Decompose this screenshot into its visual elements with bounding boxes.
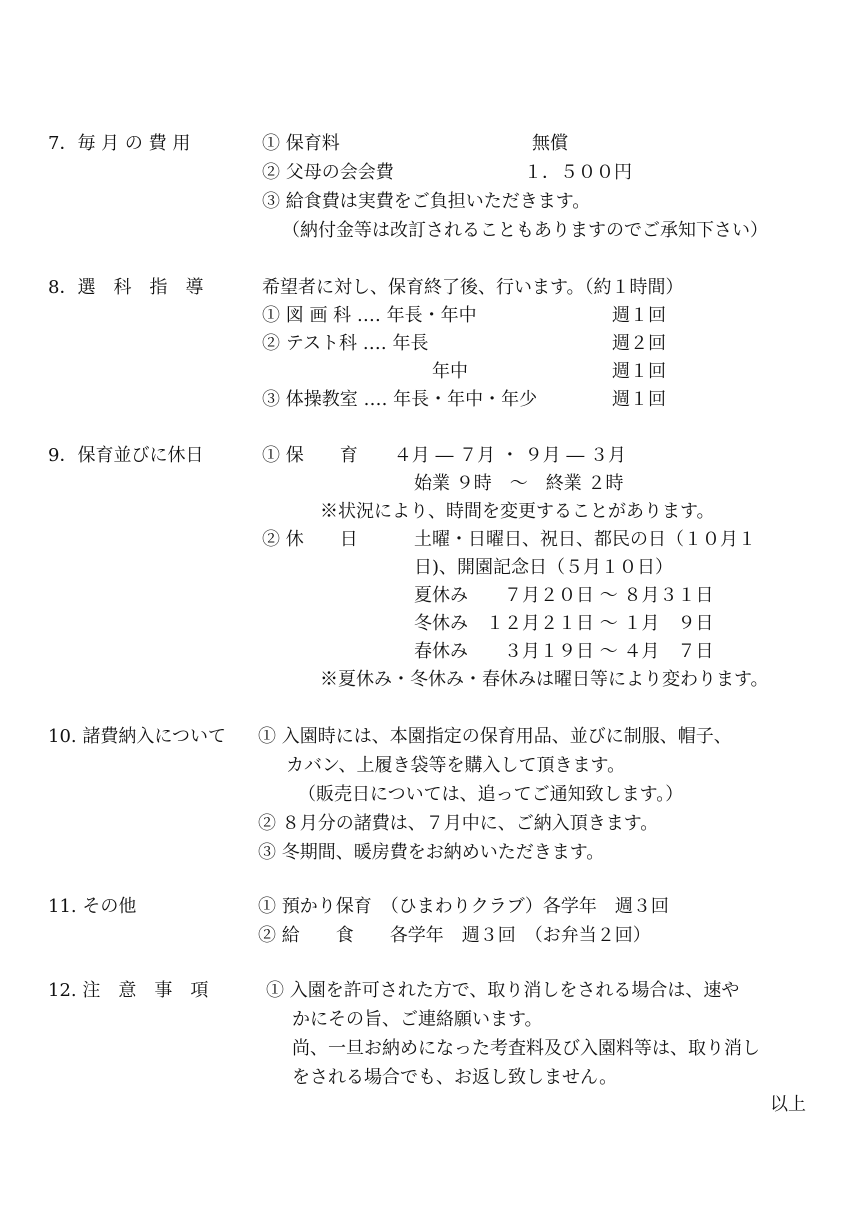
payment-item-3: ③ 冬期間、暖房費をお納めいただきます。 [258, 842, 605, 863]
elective-drawing-freq: 週１回 [612, 305, 666, 326]
notice-line4: をされる場合でも、お返し致しません。 [292, 1067, 618, 1088]
elective-gym: ③ 体操教室 ‥‥ 年長・年中・年少 [262, 389, 538, 410]
payment-item-1-line1: ① 入園時には、本園指定の保育用品、並びに制服、帽子、 [258, 726, 732, 747]
summer-break: 夏休み ７月２０日 ～ ８月３１日 [414, 585, 714, 606]
section-10-heading: 10. 諸費納入について [48, 726, 226, 747]
elective-test-freq-senior: 週２回 [612, 333, 666, 354]
fee-item-tuition: ① 保育料 [262, 133, 340, 154]
fee-value-parents-association: １．５００円 [524, 162, 632, 183]
payment-item-1-note: （販売日については、追ってご通知致します。） [298, 784, 684, 805]
payment-item-1-line2: カバン、上履き袋等を購入して頂きます。 [286, 755, 626, 776]
notice-line1: ① 入園を許可された方で、取り消しをされる場合は、速や [266, 980, 740, 1001]
notice-line3: 尚、一旦お納めになった考査料及び入園料等は、取り消し [292, 1038, 760, 1059]
fee-value-tuition: 無償 [532, 133, 568, 154]
section-9-heading: 9．保育並びに休日 [48, 445, 204, 466]
fee-item-parents-association: ② 父母の会会費 [262, 162, 394, 183]
other-meals: ② 給 食 各学年 週３回 （お弁当２回） [258, 925, 651, 946]
fee-note: （納付金等は改訂されることもありますのでご承知下さい） [282, 220, 768, 241]
breaks-note: ※夏休み・冬休み・春休みは曜日等により変わります。 [320, 669, 769, 690]
elective-test-freq-junior: 週１回 [612, 361, 666, 382]
care-hours: 始業 ９時 ～ 終業 ２時 [414, 473, 624, 494]
winter-break: 冬休み １２月２１日 ～ １月 ９日 [414, 613, 714, 634]
care-hours-note: ※状況により、時間を変更することがあります。 [320, 501, 715, 522]
notice-line2: かにその旨、ご連絡願います。 [292, 1009, 543, 1030]
section-12-heading: 12. 注 意 事 項 [48, 980, 209, 1001]
care-period: ① 保 育 ４月 ― ７月 ・ ９月 ― ３月 [262, 445, 627, 466]
fee-item-meals: ③ 給食費は実費をご負担いただきます。 [262, 191, 591, 212]
elective-test-junior: 年中 [432, 361, 468, 382]
holiday-label: ② 休 日 [262, 529, 358, 550]
other-childcare: ① 預かり保育 （ひまわりクラブ）各学年 週３回 [258, 896, 669, 917]
section-7-heading: 7．毎 月 の 費 用 [48, 133, 191, 154]
holiday-list-line2: 日)、開園記念日（５月１０日） [414, 557, 674, 578]
section-8-heading: 8．選 科 指 導 [48, 277, 204, 298]
closing-remark: 以上 [770, 1094, 806, 1115]
holiday-list-line1: 土曜・日曜日、祝日、都民の日（１０月１ [414, 529, 756, 550]
elective-gym-freq: 週１回 [612, 389, 666, 410]
elective-intro: 希望者に対し、保育終了後、行います。（約１時間） [262, 277, 684, 298]
spring-break: 春休み ３月１９日 ～ ４月 ７日 [414, 641, 714, 662]
payment-item-2: ② ８月分の諸費は、７月中に、ご納入頂きます。 [258, 813, 659, 834]
section-11-heading: 11. その他 [48, 896, 137, 917]
elective-drawing: ① 図 画 科 ‥‥ 年長・年中 [262, 305, 477, 326]
elective-test: ② テスト科 ‥‥ 年長 [262, 333, 429, 354]
